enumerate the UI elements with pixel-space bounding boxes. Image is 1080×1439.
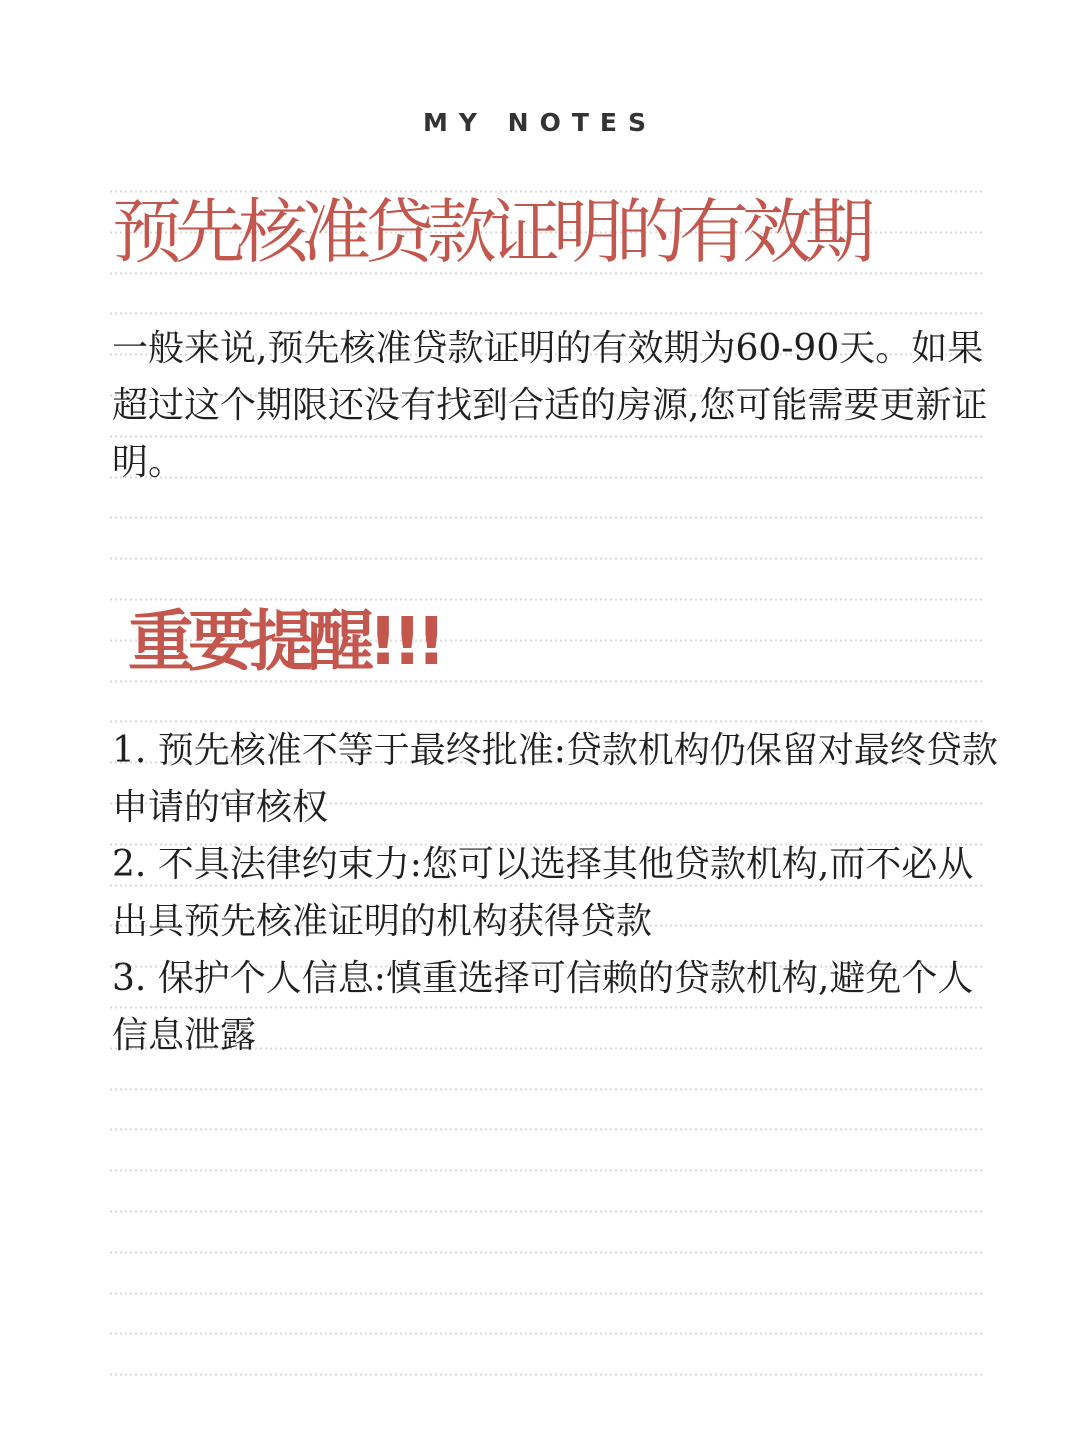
reminder-item: 3. 保护个人信息:慎重选择可信赖的贷款机构,避免个人信息泄露: [112, 958, 974, 1056]
header-label: MY NOTES: [423, 108, 657, 137]
reminder-list: [112, 722, 1002, 1064]
reminder-item: 1. 预先核准不等于最终批准:贷款机构仍保留对最终贷款申请的审核权: [112, 730, 998, 828]
reminder-item: 2. 不具法律约束力:您可以选择其他贷款机构,而不必从出具预先核准证明的机构获得贷款: [112, 844, 974, 942]
reminder-heading: 重要提醒!!!: [128, 603, 441, 680]
page-title: 预先核准贷款证明的有效期: [112, 191, 868, 273]
intro-paragraph: 一般来说,预先核准贷款证明的有效期为60-90天。如果超过这个期限还没有找到合适的房源,您可能需要更新证明。: [112, 328, 988, 483]
